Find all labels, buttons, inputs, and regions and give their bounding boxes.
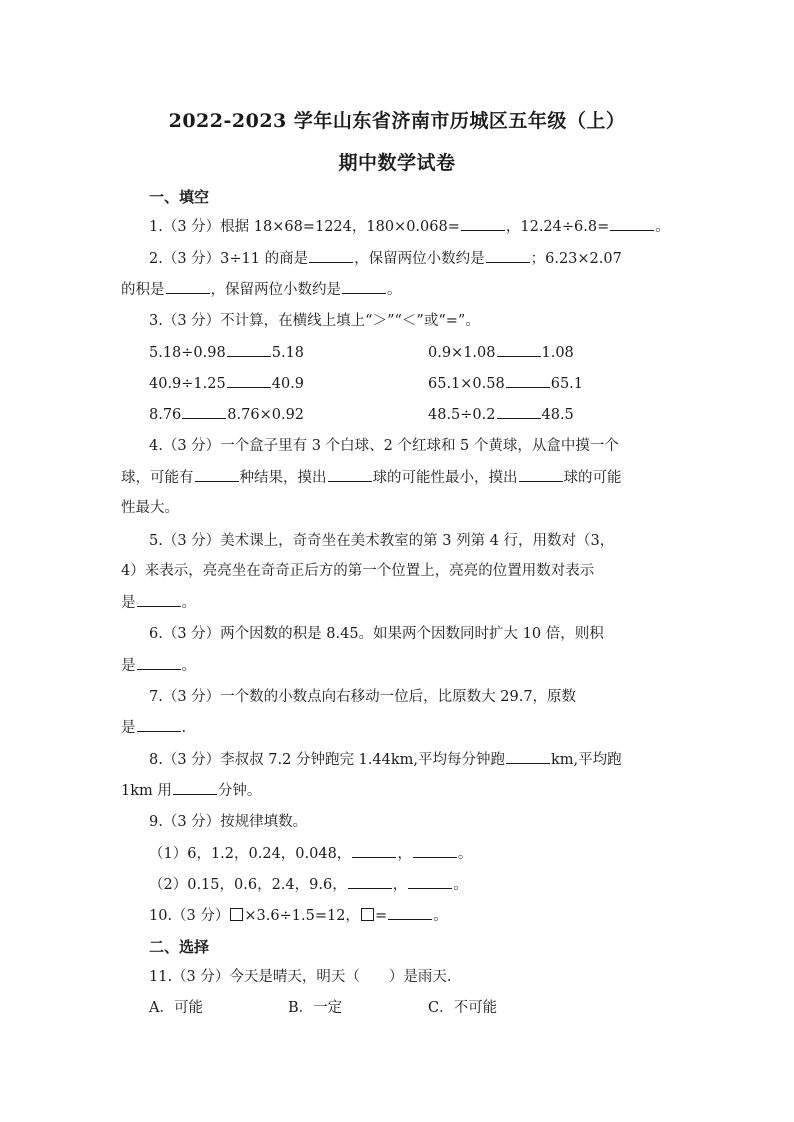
box-icon bbox=[230, 908, 243, 921]
question-4-cont: 性最大。 bbox=[121, 500, 179, 516]
answer-blank[interactable] bbox=[328, 467, 372, 482]
option-a[interactable]: A．可能 bbox=[149, 1000, 203, 1016]
answer-blank[interactable] bbox=[342, 279, 386, 294]
answer-blank[interactable] bbox=[195, 467, 239, 482]
section-heading-choice: 二、选择 bbox=[149, 938, 210, 956]
answer-blank[interactable] bbox=[519, 467, 563, 482]
compare-item: 0.9×1.08 1.08 bbox=[428, 342, 574, 363]
question-5-cont: 是 。 bbox=[121, 592, 196, 613]
question-5-cont: 4）来表示，亮亮坐在奇奇正后方的第一个位置上，亮亮的位置用数对表示 bbox=[121, 563, 595, 579]
answer-blank[interactable] bbox=[497, 404, 541, 419]
compare-item: 40.9÷1.25 40.9 bbox=[149, 373, 304, 394]
question-11: 11.（3 分）今天是晴天，明天（ ）是雨天. bbox=[149, 969, 452, 985]
question-6: 6.（3 分）两个因数的积是 8.45。如果两个因数同时扩大 10 倍，则积 bbox=[149, 626, 604, 642]
answer-blank[interactable] bbox=[352, 843, 396, 858]
answer-blank[interactable] bbox=[166, 279, 210, 294]
answer-blank[interactable] bbox=[610, 216, 654, 231]
answer-blank[interactable] bbox=[506, 749, 550, 764]
compare-item: 65.1×0.58 65.1 bbox=[428, 373, 583, 394]
answer-blank[interactable] bbox=[137, 717, 181, 732]
answer-blank[interactable] bbox=[413, 843, 457, 858]
answer-blank[interactable] bbox=[137, 655, 181, 670]
answer-blank[interactable] bbox=[182, 404, 226, 419]
answer-blank[interactable] bbox=[497, 342, 541, 357]
option-b[interactable]: B．一定 bbox=[288, 1000, 343, 1016]
question-8: 8.（3 分）李叔叔 7.2 分钟跑完 1.44km,平均每分钟跑 km,平均跑 bbox=[149, 749, 622, 770]
answer-blank[interactable] bbox=[506, 373, 550, 388]
question-8-cont: 1km 用 分钟。 bbox=[121, 780, 261, 801]
question-3: 3.（3 分）不计算，在横线上填上“＞”“＜”或“=”。 bbox=[149, 313, 480, 329]
answer-blank[interactable] bbox=[348, 874, 392, 889]
answer-blank[interactable] bbox=[227, 373, 271, 388]
question-4-cont: 球，可能有 种结果，摸出 球的可能性最小，摸出 球的可能 bbox=[121, 467, 622, 488]
answer-blank[interactable] bbox=[486, 248, 530, 263]
section-heading-fill: 一、填空 bbox=[149, 188, 210, 206]
question-4: 4.（3 分）一个盒子里有 3 个白球、2 个红球和 5 个黄球，从盒中摸一个 bbox=[149, 438, 619, 454]
exam-title: 2022-2023 学年山东省济南市历城区五年级（上） bbox=[168, 110, 626, 132]
answer-blank[interactable] bbox=[137, 592, 181, 607]
question-10: 10.（3 分） ×3.6÷1.5=12， = 。 bbox=[149, 905, 448, 926]
compare-item: 5.18÷0.98 5.18 bbox=[149, 342, 304, 363]
box-icon bbox=[361, 908, 374, 921]
answer-blank[interactable] bbox=[388, 905, 432, 920]
option-c[interactable]: C．不可能 bbox=[428, 1000, 498, 1016]
question-5: 5.（3 分）美术课上，奇奇坐在美术教室的第 3 列第 4 行，用数对（3， bbox=[149, 533, 615, 549]
exam-subtitle: 期中数学试卷 bbox=[338, 152, 456, 174]
question-7-cont: 是 . bbox=[121, 717, 186, 738]
question-9: 9.（3 分）按规律填数。 bbox=[149, 814, 308, 830]
question-2: 2.（3 分）3÷11 的商是 ，保留两位小数约是 ；6.23×2.07 bbox=[149, 248, 622, 269]
sequence-1: （1）6，1.2，0.24，0.048， ， 。 bbox=[149, 843, 472, 864]
question-6-cont: 是 。 bbox=[121, 655, 196, 676]
sequence-2: （2）0.15，0.6，2.4，9.6， ， 。 bbox=[149, 874, 468, 895]
answer-blank[interactable] bbox=[227, 342, 271, 357]
answer-blank[interactable] bbox=[461, 216, 505, 231]
question-2-cont: 的积是 ，保留两位小数约是 。 bbox=[121, 279, 402, 300]
compare-item: 48.5÷0.2 48.5 bbox=[428, 404, 574, 425]
answer-blank[interactable] bbox=[309, 248, 353, 263]
question-7: 7.（3 分）一个数的小数点向右移动一位后，比原数大 29.7，原数 bbox=[149, 689, 577, 705]
compare-item: 8.76 8.76×0.92 bbox=[149, 404, 304, 425]
answer-blank[interactable] bbox=[173, 780, 217, 795]
answer-blank[interactable] bbox=[408, 874, 452, 889]
question-1: 1.（3 分）根据 18×68=1224，180×0.068= ，12.24÷6.8= 。 bbox=[149, 216, 670, 237]
